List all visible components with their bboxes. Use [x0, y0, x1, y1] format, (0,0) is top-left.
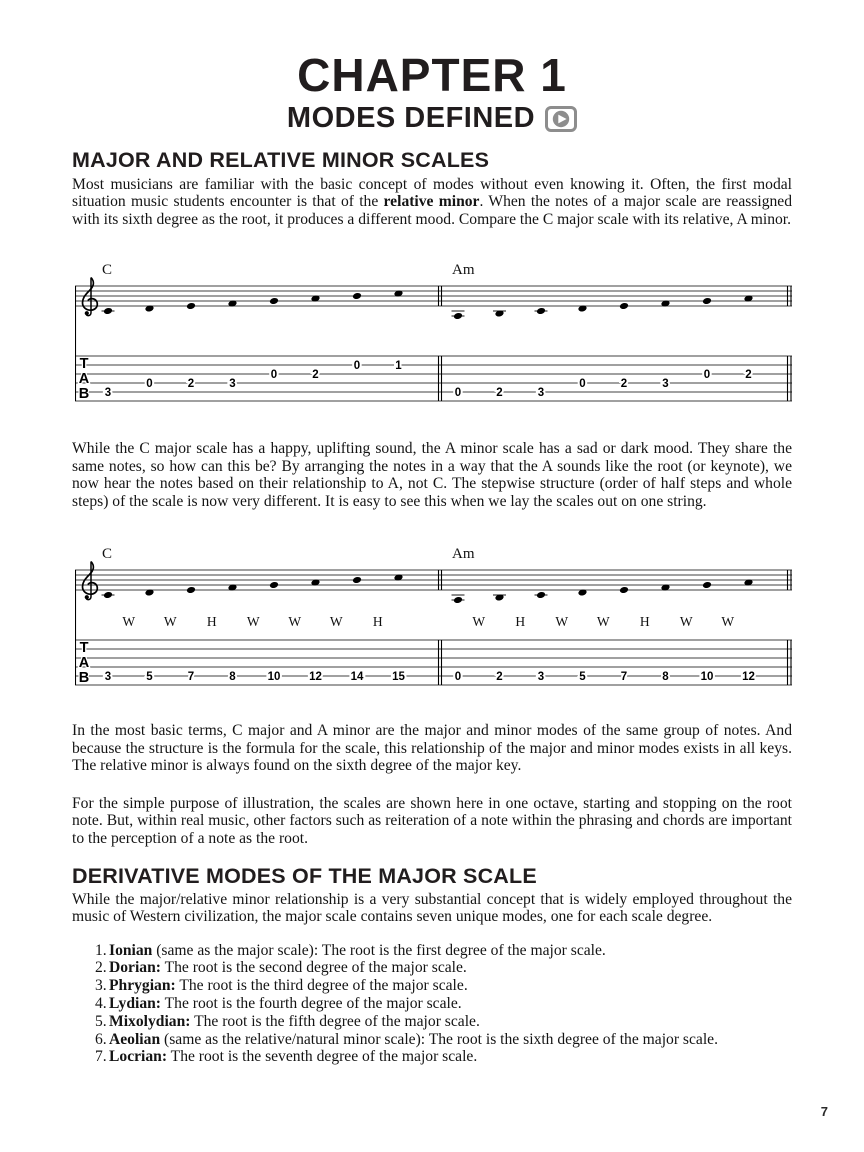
mode-name-bold: Dorian:	[109, 959, 161, 977]
notehead	[103, 307, 113, 315]
step-label: H	[206, 614, 217, 630]
mode-list-item	[72, 1013, 792, 1031]
notehead	[352, 576, 362, 584]
paragraph-intro-text: Most musicians are familiar with the basic concept of modes without even knowing it. Often, the first modal situation music students encounter is that of the	[72, 175, 792, 211]
tab-fret-number: 14	[350, 671, 364, 684]
paragraph-derivative-intro: While the major/relative minor relationship is a very substantial concept that is widely employed throughout the music of Western civilization, the major scale contains seven unique modes, one for each scale degree.	[72, 890, 792, 926]
chord-label: Am	[452, 262, 475, 279]
music-example-one-string	[75, 540, 792, 698]
tab-fret-number: 12	[309, 671, 322, 684]
tab-fret-number: 10	[267, 671, 281, 684]
step-label: W	[288, 614, 302, 630]
paragraph-intro-text-after: . When the notes of a major scale are reassigned with its sixth degree as the root, it produces a different mood. Compare the C major scale with its relative, A minor.	[72, 193, 793, 228]
tab-fret-number: 2	[620, 378, 628, 391]
paragraph-intro	[72, 176, 792, 229]
chapter-subtitle: MODES DEFINED	[286, 102, 536, 134]
treble-clef-icon	[83, 562, 98, 600]
notehead	[186, 586, 196, 594]
tab-fret-number: 0	[454, 387, 462, 400]
notehead	[269, 297, 279, 305]
mode-list-text	[109, 1031, 792, 1049]
page-number: 7	[820, 1104, 828, 1119]
tab-fret-number: 8	[662, 671, 669, 684]
mode-name-bold: Locrian:	[109, 1048, 168, 1066]
step-label: W	[246, 614, 260, 630]
mode-description: (same as the major scale): The root is the first degree of the major scale.	[152, 941, 606, 959]
notehead	[536, 591, 546, 599]
mode-list-number: 4.	[95, 995, 107, 1013]
tab-fret-number: 3	[104, 671, 112, 684]
tab-fret-number: 2	[187, 378, 195, 391]
mode-list-text	[109, 959, 792, 977]
step-label: W	[721, 614, 735, 630]
mode-name-bold: Aeolian	[109, 1030, 161, 1048]
step-label: W	[163, 614, 177, 630]
chapter-title: CHAPTER 1	[297, 49, 567, 101]
mode-list-text	[109, 1048, 792, 1066]
step-label: H	[372, 614, 383, 630]
notehead	[103, 591, 113, 599]
mode-list-item	[72, 959, 792, 977]
mode-list-number: 1.	[95, 941, 107, 959]
tab-letter: A	[78, 371, 90, 388]
tab-fret-number: 5	[146, 671, 153, 684]
mode-description: The root is the third degree of the major scale.	[175, 977, 468, 995]
mode-list-text	[109, 942, 792, 960]
step-label: H	[639, 614, 650, 630]
paragraph-basic-terms: In the most basic terms, C major and A minor are the major and minor modes of the same group of notes. And because the structure is the formula for the scale, this relationship of the major and minor modes exists in all keys. The relative minor is always found on the sixth degree of the major key.	[72, 722, 792, 775]
chord-label: Am	[452, 546, 475, 563]
mode-list-number: 2.	[95, 959, 107, 977]
step-label: W	[122, 614, 136, 630]
notehead	[453, 312, 463, 320]
music-example-open-position	[75, 256, 792, 414]
tab-fret-number: 2	[312, 369, 319, 382]
notehead	[702, 297, 712, 305]
step-label: W	[555, 614, 569, 630]
section-heading-major-relative-minor: MAJOR AND RELATIVE MINOR SCALES	[72, 148, 490, 172]
tab-letter: B	[78, 386, 90, 403]
mode-list-text	[109, 977, 792, 995]
notehead	[269, 581, 279, 589]
notehead	[186, 302, 196, 310]
mode-name-bold: Lydian:	[109, 995, 162, 1013]
tab-fret-number: 2	[496, 387, 503, 400]
mode-list-number: 3.	[95, 977, 107, 995]
mode-description: The root is the fourth degree of the major scale.	[161, 995, 462, 1013]
paragraph-illustration-purpose: For the simple purpose of illustration, the scales are shown here in one octave, starting and stopping on the root note. But, within real music, other factors such as reiteration of a note within the phrasing and chords are important to the perception of a note as the root.	[72, 794, 792, 847]
notehead	[352, 292, 362, 300]
mode-name-bold: Ionian	[109, 941, 153, 959]
chapter-subtitle-row	[72, 104, 792, 133]
step-label: W	[329, 614, 343, 630]
mode-list-item	[72, 995, 792, 1013]
tab-fret-number: 7	[620, 671, 628, 684]
mode-description: The root is the fifth degree of the major scale.	[190, 1012, 480, 1030]
tab-fret-number: 2	[745, 369, 752, 382]
notehead	[702, 581, 712, 589]
tab-fret-number: 0	[703, 369, 711, 382]
mode-list-number: 6.	[95, 1030, 107, 1048]
mode-description: The root is the seventh degree of the major scale.	[167, 1048, 478, 1066]
mode-name-bold: Mixolydian:	[109, 1012, 191, 1030]
tab-fret-number: 5	[579, 671, 586, 684]
section-heading-derivative-modes: DERIVATIVE MODES OF THE MAJOR SCALE	[72, 864, 537, 889]
notehead	[536, 307, 546, 315]
mode-list-item	[72, 942, 792, 960]
mode-name-bold: Phrygian:	[109, 977, 176, 995]
step-label: W	[679, 614, 693, 630]
tab-fret-number: 8	[229, 671, 236, 684]
tab-fret-number: 0	[579, 378, 586, 391]
mode-description: (same as the relative/natural minor scale): The root is the sixth degree of the major scale.	[160, 1030, 718, 1048]
tab-fret-number: 7	[187, 671, 195, 684]
tab-fret-number: 3	[662, 378, 669, 391]
step-label: W	[472, 614, 486, 630]
tab-fret-number: 0	[270, 369, 278, 382]
tab-letter: T	[79, 356, 89, 373]
tab-fret-number: 12	[742, 671, 755, 684]
tab-fret-number: 0	[353, 360, 361, 373]
tab-fret-number: 15	[392, 671, 405, 684]
step-label: H	[515, 614, 526, 630]
music-notation-svg	[75, 540, 792, 698]
tab-fret-number: 3	[229, 378, 236, 391]
tab-fret-number: 0	[146, 378, 153, 391]
mode-list-number: 5.	[95, 1012, 107, 1030]
relative-minor-bold-term: relative minor	[383, 193, 480, 211]
video-play-icon[interactable]	[545, 106, 577, 132]
notehead	[619, 586, 629, 594]
tab-fret-number: 1	[395, 360, 402, 373]
mode-list-item	[72, 1048, 792, 1066]
tab-letter: A	[78, 655, 90, 672]
tab-fret-number: 10	[700, 671, 714, 684]
mode-description: The root is the second degree of the major scale.	[160, 959, 467, 977]
mode-list-item	[72, 977, 792, 995]
tab-fret-number: 2	[496, 671, 503, 684]
mode-list-number: 7.	[95, 1048, 107, 1066]
chord-label: C	[102, 262, 113, 279]
notehead	[619, 302, 629, 310]
chord-label: C	[102, 546, 113, 563]
mode-list-text	[109, 1013, 792, 1031]
paragraph-comparison: While the C major scale has a happy, uplifting sound, the A minor scale has a sad or dark mood. They share the same notes, so how can this be? By arranging the notes in a way that the A sounds like the root (or keynote), we now hear the notes based on their relationship to A, not C. The stepwise structure (order of half steps and whole steps) of the scale is now very different. It is easy to see this when we lay the scales out on one string.	[72, 440, 792, 510]
modes-list	[72, 942, 792, 1067]
notehead	[453, 596, 463, 604]
mode-list-text	[109, 995, 792, 1013]
tab-fret-number: 3	[104, 387, 112, 400]
tab-fret-number: 0	[454, 671, 462, 684]
music-notation-svg	[75, 256, 792, 414]
tab-letter: T	[79, 640, 89, 657]
tab-fret-number: 3	[537, 671, 545, 684]
tab-fret-number: 3	[537, 387, 545, 400]
mode-list-item	[72, 1031, 792, 1049]
tab-letter: B	[78, 670, 90, 687]
step-label: W	[596, 614, 610, 630]
treble-clef-icon	[83, 278, 98, 316]
